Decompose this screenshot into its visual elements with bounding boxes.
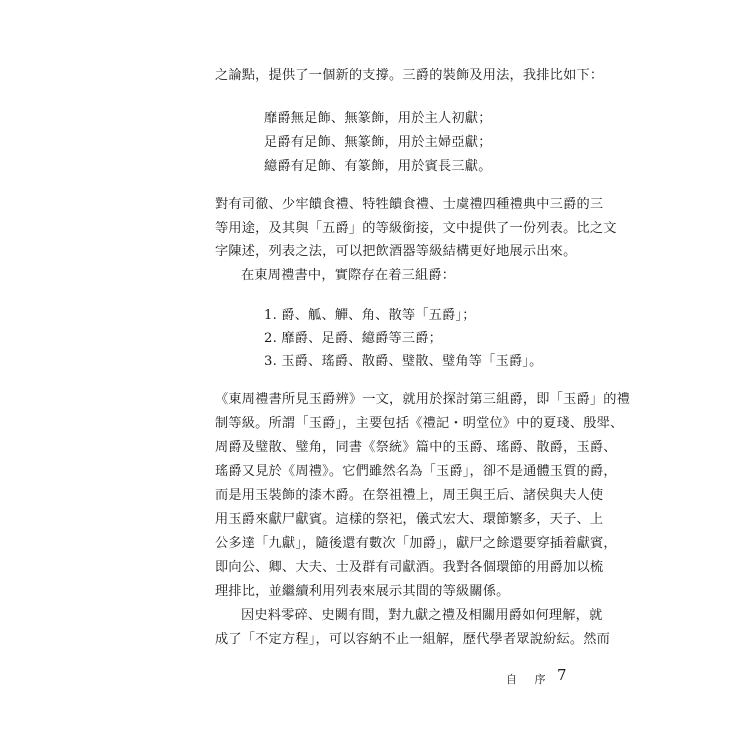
text-line: 即向公、卿、大夫、士及群有司獻酒。我對各個環節的用爵加以梳: [215, 560, 604, 575]
text-line: 之論點，提供了一個新的支撐。三爵的裝飾及用法，我排比如下：: [215, 68, 604, 83]
text-line: 等用途，及其與「五爵」的等級銜接，文中提供了一份列表。比之文: [215, 221, 617, 236]
text-line: 理排比，並繼續利用列表來展示其間的等級關係。: [215, 584, 510, 599]
text-line: 公多達「九獻」，隨後還有數次「加爵」，獻尸之餘還要穿插着獻賓，: [215, 536, 617, 551]
numbered-list-item: 3. 玉爵、瑤爵、散爵、璧散、璧角等「玉爵」。: [264, 354, 543, 369]
numbered-list-item: 1. 爵、觚、觶、角、散等「五爵」；: [264, 308, 476, 323]
text-line: 《東周禮書所見玉爵辨》一文，就用於探討第三組爵，即「玉爵」的禮: [215, 392, 631, 407]
running-footer-title: 自 序: [506, 673, 553, 686]
text-line: 瑤爵又見於《周禮》。它們雖然名為「玉爵」，卻不是通體玉質的爵，: [215, 464, 617, 479]
numbered-list-item: 2. 靡爵、足爵、繶爵等三爵；: [264, 331, 443, 346]
list-line: 靡爵無足飾、無篆飾，用於主人初獻；: [264, 111, 492, 126]
text-line: 在東周禮書中，實際存在着三組爵：: [241, 268, 456, 283]
text-line: 周爵及璧散、璧角，同書《祭統》篇中的玉爵、瑤爵、散爵，玉爵、: [215, 440, 617, 455]
text-line: 對有司徹、少牢饋食禮、特牲饋食禮、士虞禮四種禮典中三爵的三: [215, 197, 604, 212]
text-line: 用玉爵來獻尸獻賓。這樣的祭祀，儀式宏大、環節繁多，天子、上: [215, 512, 604, 527]
page-number: 7: [557, 666, 567, 684]
text-line: 而是用玉裝飾的漆木爵。在祭祖禮上，周王與王后、諸侯與夫人使: [215, 488, 604, 503]
list-line: 足爵有足飾、無篆飾，用於主婦亞獻；: [264, 135, 492, 150]
text-line: 制等級。所謂「玉爵」，主要包括《禮記・明堂位》中的夏琖、殷斝、: [215, 416, 624, 431]
list-line: 繶爵有足飾、有篆飾，用於賓長三獻。: [264, 159, 492, 174]
text-line: 因史料零碎、史闕有間，對九獻之禮及相關用爵如何理解，就: [241, 608, 603, 623]
text-line: 成了「不定方程」，可以容納不止一組解，歷代學者眾說紛紜。然而: [215, 632, 611, 647]
text-line: 字陳述，列表之法，可以把飲酒器等級結構更好地展示出來。: [215, 244, 577, 259]
